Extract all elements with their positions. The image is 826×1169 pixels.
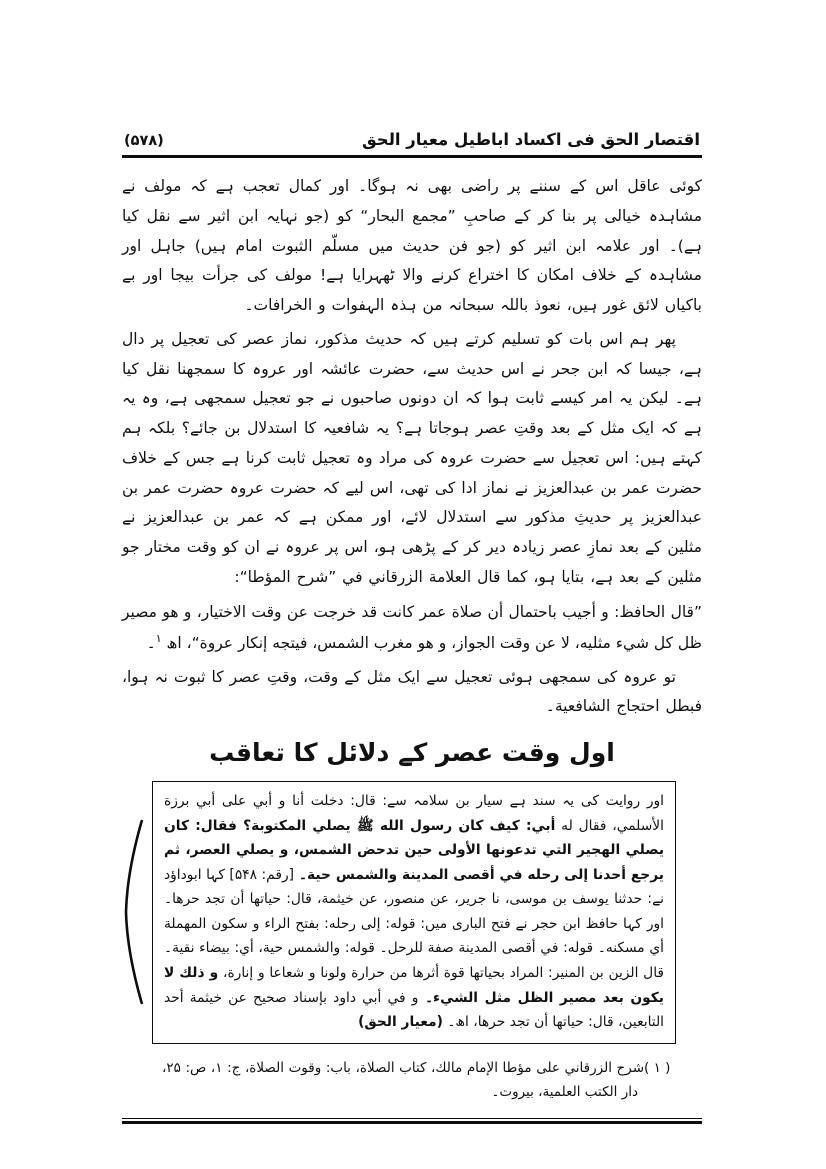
footnote-text: شرح الزرقاني على مؤطا الإمام مالك، كتاب الصلاة، باب: وقوت الصلاة، ج: ۱، ص: ۲۵، دار الكتب العلمية، بيروت۔ (162, 1059, 645, 1100)
box-text-emphasis: و ذلك لا يكون بعد مصير الظل مثل الشيء۔ (164, 964, 664, 1006)
box-text-hadith: أبي: كيف كان رسول الله ﷺ يصلي المكتوبة؟ فقال: كان يصلي الهجير التي تدعونها الأولى حين تدحض الشمس، و يصلي العصر، ثم يرجع أحدنا إلى رحله في أقصى المدينة والشمس حية۔ (164, 817, 664, 883)
box-text-commentary: [رقم: ۵۴۸] كہا ابوداؤد نے: حدثنا يوسف بن موسى، نا جرير، عن منصور، عن خيثمة، قال: حياتها أن تجد حرها۔ اور كہا حافظ ابن حجر نے فتح الباری میں: قوله: إلى رحله: بفتح الراء و سكون المهملة أي مسكنه۔ قوله: في أقصى المدينة صفة للرحل۔ قوله: والشمس حية، أي: بيضاء نقية۔ قال الزين بن المنير: المراد بحياتها قوة أثرها من حرارة ولونا و شعاعا و إنارة، (164, 866, 664, 981)
paragraph-1: کوئی عاقل اس کے سننے پر راضی بھی نہ ہوگا۔ اور کمال تعجب ہے کہ مولف نے مشاہدہ خیالی پر بنا کر کے صاحبِ ”مجمع البحار“ کو (جو نہایہ ابن اثیر سے نقل کیا ہے)۔ اور علامہ ابن اثیر کو (جو فن حدیث میں مسلّم الثبوت امام ہیں) جاہل اور مشاہدہ کے خلاف امکان کا اختراع کرنے والا ٹھہرایا ہے! مولف کی جرأت بیجا اور بے باکیاں لائق غور ہیں، نعوذ باللہ سبحانہ من ہذہ الہفوات و الخرافات۔ (122, 177, 702, 314)
arabic-quote-text: ”قال الحافظ: و أجيب باحتمال أن صلاة عمر كانت قد خرجت عن وقت الاختيار، و هو مصير ظل كل شيء مثليه، لا عن وقت الجواز، و هو مغرب الشمس، فيتجه إنكار عروة“، اھ (122, 602, 702, 652)
footnote-reference: ۱ (155, 631, 162, 645)
hadith-box (152, 781, 676, 1043)
footnote-marker: ( ۱ ) (644, 1059, 671, 1076)
box-text-intro: اور روایت کی یہ سند ہے سیار بن سلامہ سے: قال: دخلت أنا و أبي على أبي برزة الأسلمي، فقال له (164, 793, 664, 834)
section-heading: اول وقت عصر کے دلائل کا تعاقب (209, 738, 615, 768)
paragraph-3: تو عروہ کی سمجھی ہوئی تعجیل سے ایک مثل کے وقت، وقتِ عصر کا ثبوت نہ ہوا، فبطل احتجاج الشافعیة۔ (122, 667, 702, 716)
paragraph-2: پھر ہم اس بات کو تسلیم کرتے ہیں کہ حدیث مذکور، نماز عصر کی تعجیل پر دال ہے، جیسا کہ ابن جحر نے اس حدیث سے، حضرت عائشہ اور عروہ کا سمجھنا نقل کیا ہے۔ لیکن یہ امر کیسے ثابت ہوا کہ ان دونوں صاحبوں نے جو تعجیل سمجھی ہے، وہ یہ ہے کہ ایک مثل کے بعد وقتِ عصر ہوجاتا ہے؟ یہ شافعیہ کا استدلال بن جائے؟ بلکہ ہم کہتے ہیں: اس تعجیل سے حضرت عروہ کی مراد وہ تعجیل ثابت کرنا ہے جس کے خلاف حضرت عمر بن عبدالعزیز نے نماز ادا کی تھی، اس لیے کہ حضرت عروہ حضرت عمر بن عبدالعزیز پر حدیثِ مذکور سے استدلال لائے، اور ممکن ہے کہ عمر بن عبدالعزیز نے مثلین کے بعد نمازِ عصر زیادہ دیر کر کے پڑھی ہو، اس پر عروہ نے ان کو وقت مختار جو مثلین کے بعد ہے، بتایا ہو، کما قال العلامة الزرقاني في ”شرح المؤطا“: (122, 329, 702, 586)
hadith-box-wrapper (152, 781, 676, 1043)
box-attribution: (معیار الحق) (358, 1014, 443, 1031)
footer-rule-thick (122, 1121, 702, 1124)
footer-rules (122, 1118, 702, 1124)
box-text-tail: و في أبي داود بإسناد صحيح عن خيثمة أحد التابعين، قال: حياتها أن تجد حرها، اھ۔ (164, 989, 664, 1031)
page-number: (۵۷۸) (124, 133, 164, 149)
footer-rule-thin (122, 1118, 702, 1119)
page-content (122, 130, 702, 1124)
arabic-quote: ”قال الحافظ: و أجيب باحتمال أن صلاة عمر كانت قد خرجت عن وقت الاختيار، و هو مصير ظل كل شيء مثليه، لا عن وقت الجواز، و هو مغرب الشمس، فيتجه إنكار عروة“، اھ $^۱$۔ (122, 602, 702, 652)
running-title: اقتصار الحق فی اکساد اباطیل معیار الحق (361, 130, 700, 149)
footnote (162, 1056, 684, 1105)
box-bracket-icon (122, 817, 144, 1007)
header-rule (122, 155, 702, 158)
page-header (122, 130, 702, 155)
